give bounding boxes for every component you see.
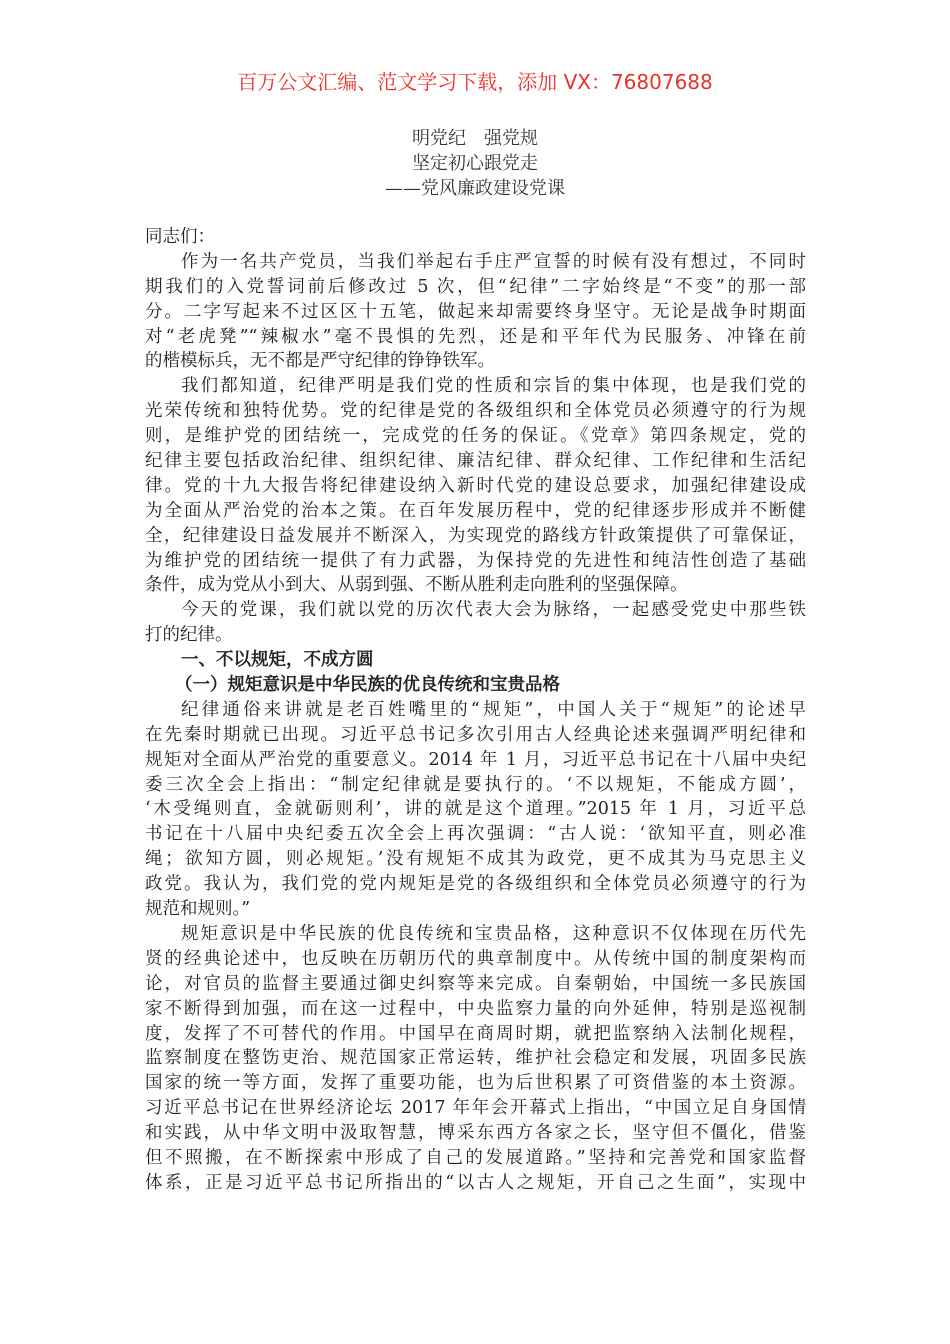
paragraph-line: 度，发挥了不可替代的作用。中国早在商周时期，就把监察纳入法制化规程， xyxy=(145,1023,806,1044)
paragraph-line: 光荣传统和独特优势。党的纪律是党的各级组织和全体党员必须遵守的行为规 xyxy=(145,401,806,422)
paragraph-line: 对“老虎凳”“辣椒水”毫不畏惧的先烈，还是和平年代为民服务、冲锋在前 xyxy=(145,326,806,347)
paragraph-line: 期我们的入党誓词前后修改过 5 次，但“纪律”二字始终是“不变”的那一部 xyxy=(145,276,806,297)
paragraph-line: 体系，正是习近平总书记所指出的“以古人之规矩，开自己之生面”，实现中 xyxy=(145,1172,806,1193)
paragraph xyxy=(145,250,806,374)
paragraph xyxy=(145,922,806,1196)
paragraph xyxy=(145,698,806,922)
paragraph-line: 全，纪律建设日益发展并不断深入，为实现党的路线方针政策提供了可靠保证， xyxy=(145,525,806,546)
paragraph xyxy=(145,374,806,598)
title-line: 明党纪 强党规 xyxy=(412,128,538,149)
title-line: 坚定初心跟党走 xyxy=(412,153,538,174)
paragraph-line: 今天的党课，我们就以党的历次代表大会为脉络，一起感受党史中那些铁 xyxy=(181,600,806,621)
subsection-heading: （一）规矩意识是中华民族的优良传统和宝贵品格 xyxy=(175,675,560,696)
promo-banner: 百万公文汇编、范文学习下载，添加 VX：76807688 xyxy=(237,70,713,94)
subtitle: ——党风廉政建设党课 xyxy=(385,178,565,199)
paragraph-group xyxy=(145,250,806,648)
paragraph-line: 规范和规则。” xyxy=(145,899,251,920)
paragraph-line: 作为一名共产党员，当我们举起右手庄严宣誓的时候有没有想过，不同时 xyxy=(181,251,806,272)
paragraph-line: 分。二字写起来不过区区十五笔，做起来却需要终身坚守。无论是战争时期面 xyxy=(145,301,806,322)
paragraph-line: 家不断得到加强，而在这一过程中，中央监察力量的向外延伸，特别是巡视制 xyxy=(145,998,806,1019)
paragraph-line: 在先秦时期就已出现。习近平总书记多次引用古人经典论述来强调严明纪律和 xyxy=(145,724,806,745)
paragraph-line: 论，对官员的监督主要通过御史纠察等来完成。自秦朝始，中国统一多民族国 xyxy=(145,973,806,994)
paragraph-line: 纪律主要包括政治纪律、组织纪律、廉洁纪律、群众纪律、工作纪律和生活纪 xyxy=(145,451,806,472)
section-heading: 一、不以规矩，不成方圆 xyxy=(181,650,374,671)
paragraph-line: 规矩对全面从严治党的重要意义。2014 年 1 月，习近平总书记在十八届中央纪 xyxy=(145,749,806,770)
paragraph-line: 监察制度在整饬吏治、规范国家正常运转，维护社会稳定和发展，巩固多民族 xyxy=(145,1048,806,1069)
paragraph-line: 则，是维护党的团结统一，完成党的任务的保证。《党章》第四条规定，党的 xyxy=(145,426,806,447)
paragraph-line: 律。党的十九大报告将纪律建设纳入新时代党的建设总要求，加强纪律建设成 xyxy=(145,475,806,496)
paragraph-line: 政党。我认为，我们党的党内规矩是党的各级组织和全体党员必须遵守的行为 xyxy=(145,874,806,895)
paragraph-line: 为全面从严治党的治本之策。在百年发展历程中，党的纪律逐步形成并不断健 xyxy=(145,500,806,521)
paragraph xyxy=(145,598,806,648)
paragraph-line: 条件，成为党从小到大、从弱到强、不断从胜利走向胜利的坚强保障。 xyxy=(145,575,688,596)
paragraph-line: 纪律通俗来讲就是老百姓嘴里的“规矩”，中国人关于“规矩”的论述早 xyxy=(181,699,806,720)
paragraph-line: 但不照搬，在不断探索中形成了自己的发展道路。”坚持和完善党和国家监督 xyxy=(145,1147,806,1168)
paragraph-line: 我们都知道，纪律严明是我们党的性质和宗旨的集中体现，也是我们党的 xyxy=(181,376,806,397)
document-body xyxy=(145,225,806,1196)
paragraph-line: 书记在十八届中央纪委五次全会上再次强调：“古人说：‘欲知平直，则必准 xyxy=(145,824,806,845)
paragraph-line: 绳；欲知方圆，则必规矩。’没有规矩不成其为政党，更不成其为马克思主义 xyxy=(145,849,806,870)
paragraph-line: 为维护党的团结统一提供了有力武器，为保持党的先进性和纯洁性创造了基础 xyxy=(145,550,806,571)
salutation: 同志们： xyxy=(145,227,215,247)
paragraph-line: 习近平总书记在世界经济论坛 2017 年年会开幕式上指出，“中国立足自身国情 xyxy=(145,1098,806,1119)
paragraph-line: ‘木受绳则直，金就砺则利’，讲的就是这个道理。”2015 年 1 月，习近平总 xyxy=(145,799,806,820)
paragraph-line: 打的纪律。 xyxy=(145,625,233,646)
paragraph-line: 国家的统一等方面，发挥了重要功能，也为后世积累了可资借鉴的本土资源。 xyxy=(145,1073,806,1094)
paragraph-line: 的楷模标兵，无不都是严守纪律的铮铮铁军。 xyxy=(145,351,495,372)
paragraph-line: 贤的经典论述中，也反映在历朝历代的典章制度中。从传统中国的制度架构而 xyxy=(145,948,806,969)
document-title xyxy=(0,126,950,201)
paragraph-line: 规矩意识是中华民族的优良传统和宝贵品格，这种意识不仅体现在历代先 xyxy=(181,923,806,944)
paragraph-group xyxy=(145,698,806,1196)
paragraph-line: 和实践，从中华文明中汲取智慧，博采东西方各家之长，坚守但不僵化，借鉴 xyxy=(145,1123,806,1144)
paragraph-line: 委三次全会上指出：“制定纪律就是要执行的。‘不以规矩，不能成方圆’， xyxy=(145,774,806,795)
